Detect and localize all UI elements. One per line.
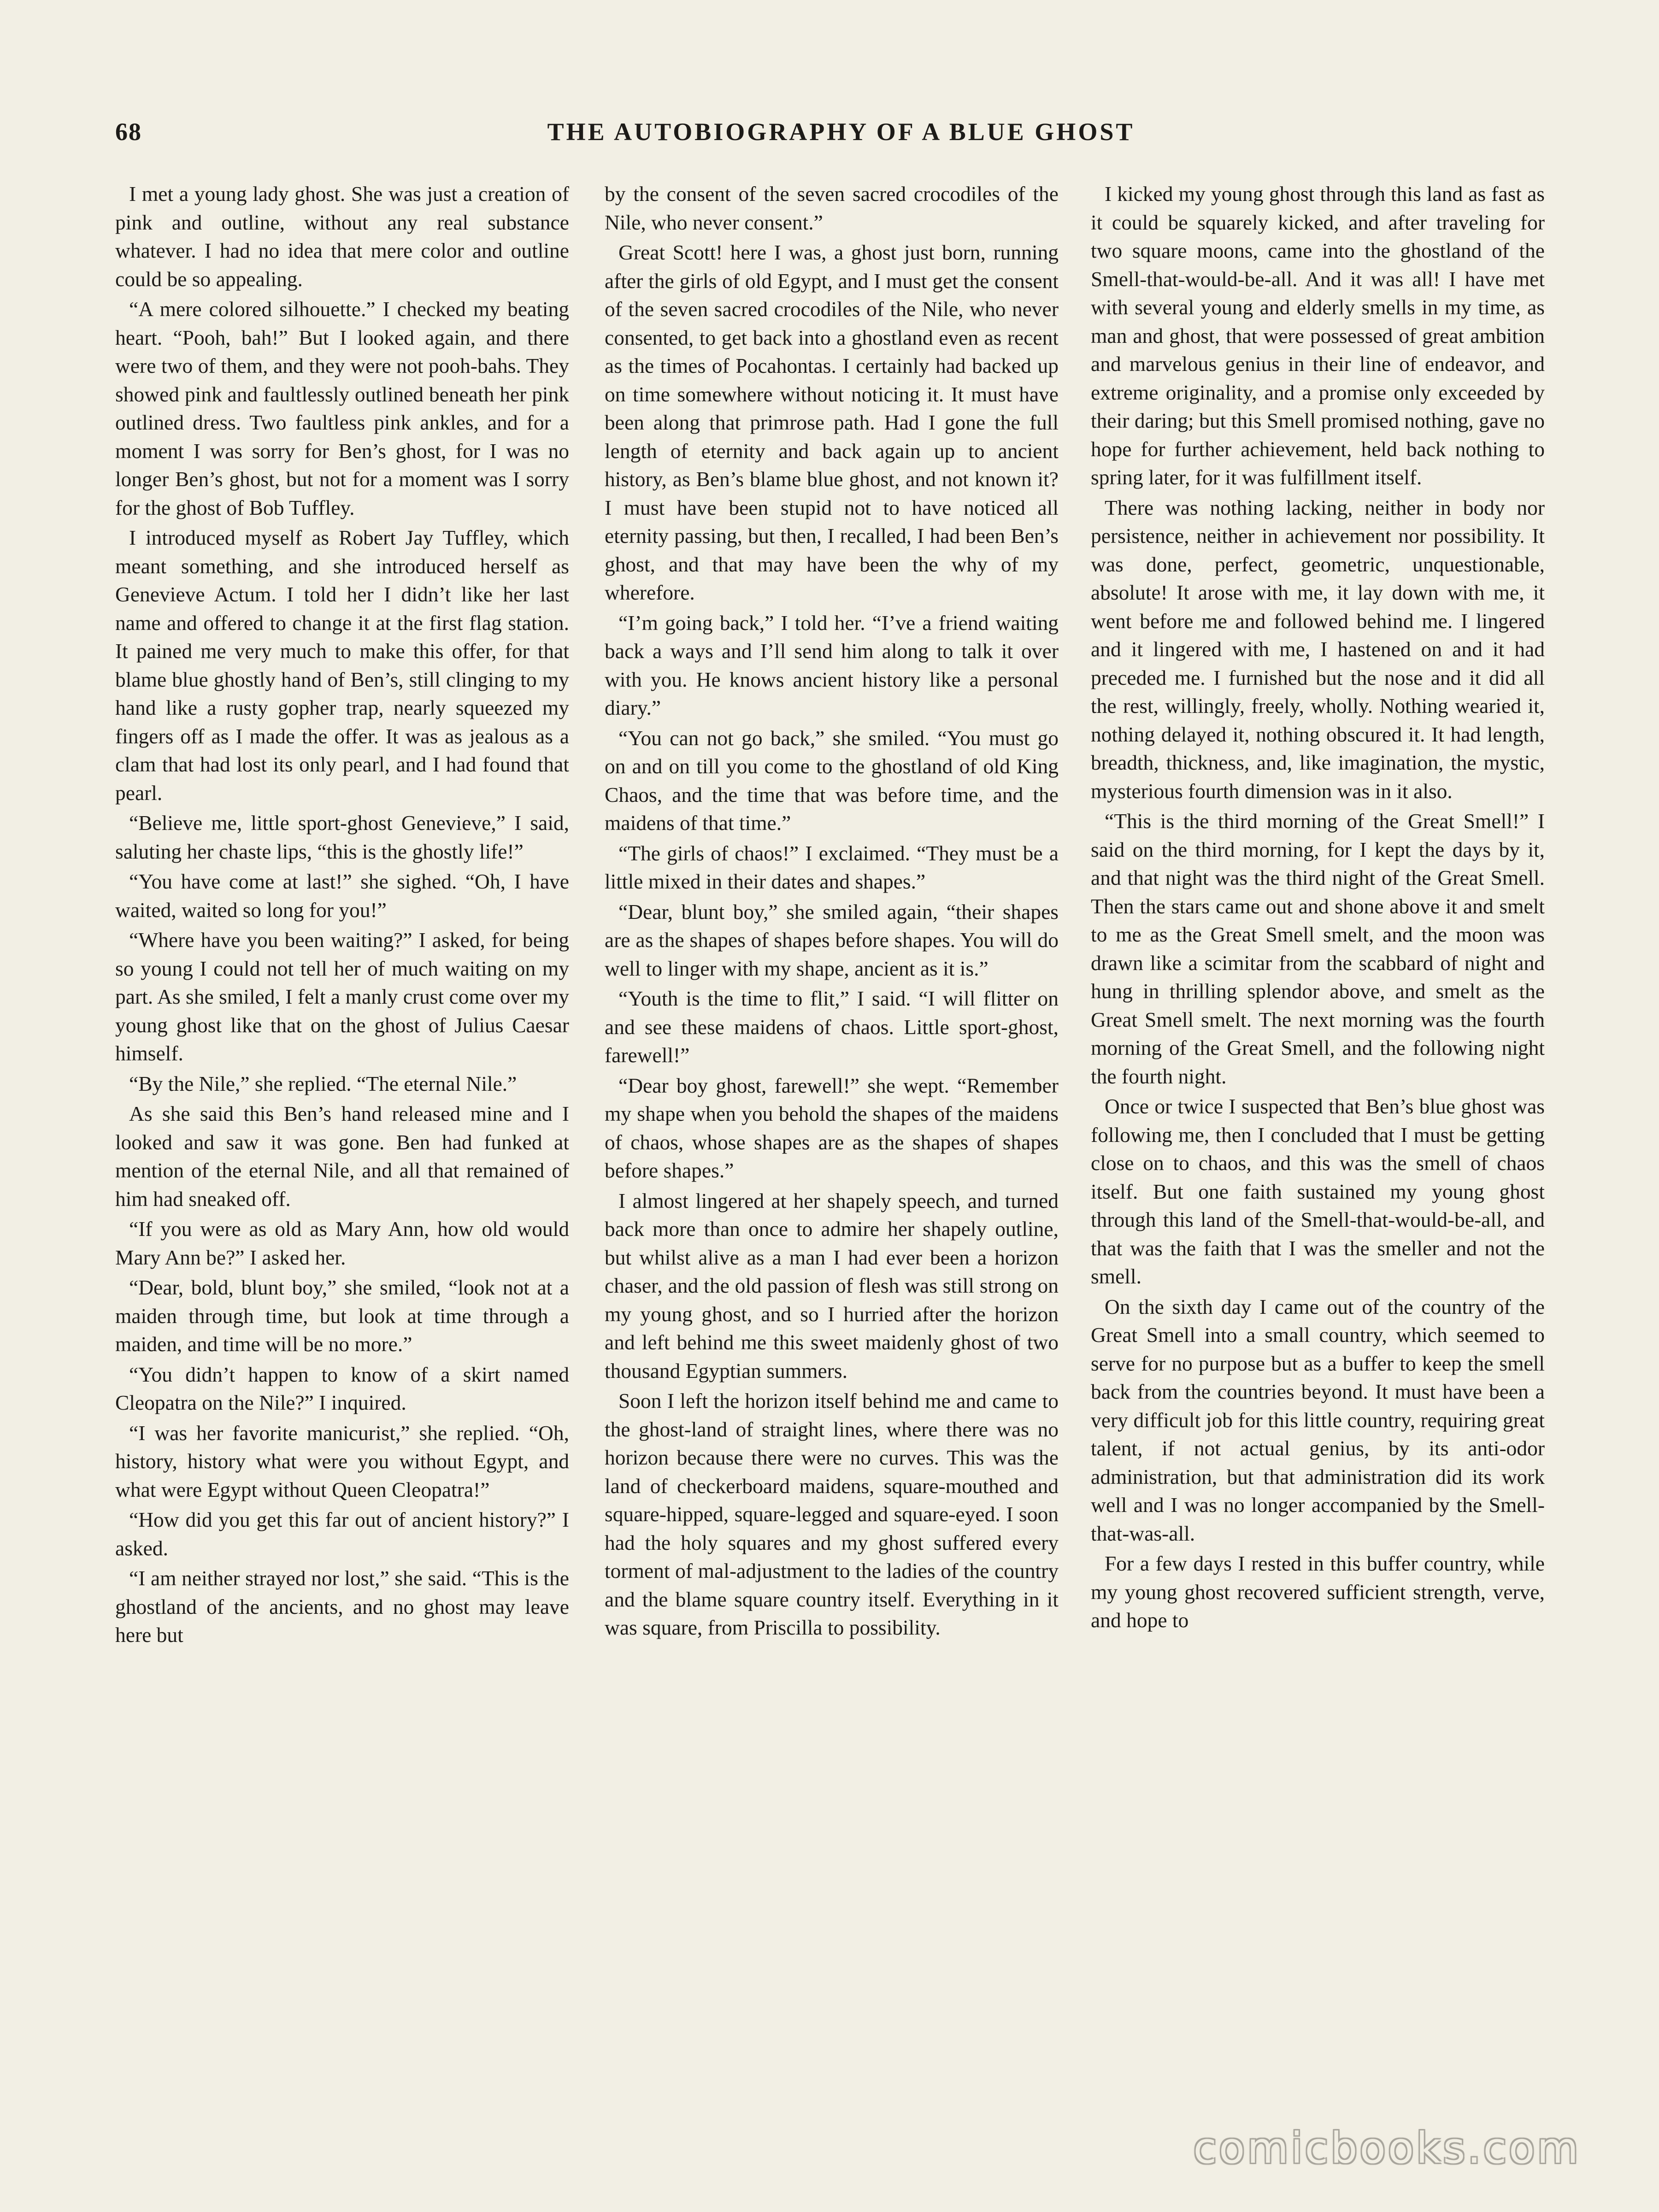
column-1 xyxy=(115,180,569,1651)
column-3 xyxy=(1091,180,1545,1636)
paragraph: I almost lingered at her shapely speech, and turned back more than once to admire her shapely outline, but whilst alive as a man I had ever been a horizon chaser, and the old passion of flesh was still strong on my young ghost, and so I hurried after the horizon and left behind me this sweet maidenly ghost of two thousand Egyptian summers. xyxy=(605,1188,1059,1382)
column-2 xyxy=(605,180,1059,1644)
paragraph: “Youth is the time to flit,” I said. “I will flitter on and see these maidens of chaos. Little sport-ghost, farewell!” xyxy=(605,987,1059,1067)
paragraph: “You didn’t happen to know of a skirt named Cleopatra on the Nile?” I inquired. xyxy=(115,1362,569,1414)
paragraph: “I’m going back,” I told her. “I’ve a friend waiting back a ways and I’ll send him along to talk it over with you. He knows ancient history like a personal diary.” xyxy=(605,611,1059,719)
paragraph: “I was her favorite manicurist,” she replied. “Oh, history, history what were you without Egypt, and what were Egypt without Queen Cleopatra!” xyxy=(115,1421,569,1501)
paragraph: I kicked my young ghost through this land as fast as it could be squarely kicked, and after traveling for two square moons, came into the ghostland of the Smell-that-would-be-all. And it was all! I have met with several young and elderly smells in my time, as man and ghost, that were possessed of great ambition and marvelous genius in their line of endeavor, and extreme originality, and a promise only exceeded by their daring; but this Smell promised nothing, gave no hope for further achievement, held back nothing to spring later, for it was fulfillment itself. xyxy=(1091,182,1545,489)
paragraph: “This is the third morning of the Great Smell!” I said on the third morning, for I kept the days by it, and that night was the third night of the Great Smell. Then the stars came out and shone above it and smelt to me as the Great Smell smelt, and the moon was drawn like a scimitar from the scabbard of night and hung in thrilling splendor above, and smelt as the Great Smell smelt. The next morning was the fourth morning of the Great Smell, and the following night the fourth night. xyxy=(1091,809,1545,1088)
paragraph: “Where have you been waiting?” I asked, for being so young I could not tell her of much waiting on my part. As she smiled, I felt a manly crust come over my young ghost like that on the ghost of Julius Caesar himself. xyxy=(115,928,569,1065)
paragraph: Soon I left the horizon itself behind me and came to the ghost-land of straight lines, where there was no horizon because there were no curves. This was the land of checkerboard maidens, square-mouthed and square-hipped, square-legged and square-eyed. I soon had the holy squares and my ghost suffered every torment of mal-adjustment to the ladies of the country and the blame square country itself. Everything in it was square, from Priscilla to possibility. xyxy=(605,1389,1059,1639)
paragraph: For a few days I rested in this buffer country, while my young ghost recovered sufficient strength, verve, and hope to xyxy=(1091,1552,1545,1632)
paragraph: Great Scott! here I was, a ghost just born, running after the girls of old Egypt, and I must get the consent of the seven sacred crocodiles of the Nile, who never consented, to get back into a ghostland even as recent as the times of Pocahontas. I certainly had backed up on time somewhere without noticing it. It must have been along that primrose path. Had I gone the full length of eternity and back again up to ancient history, as Ben’s blame blue ghost, and not known it? I must have been stupid not to have noticed all eternity passing, but then, I recalled, I had been Ben’s ghost, and that may have been the why of my wherefore. xyxy=(605,241,1059,604)
paragraph: On the sixth day I came out of the country of the Great Smell into a small country, which seemed to serve for no purpose but as a buffer to keep the smell back from the countries beyond. It must have been a very difficult job for this little country, requiring great talent, if not actual genius, by its anti-odor administration, but that administration did its work well and I was no longer accompanied by the Smell-that-was-all. xyxy=(1091,1294,1545,1545)
page-header xyxy=(115,118,1567,154)
running-head: THE AUTOBIOGRAPHY OF A BLUE GHOST xyxy=(547,118,1135,146)
paragraph: Once or twice I suspected that Ben’s blue ghost was following me, then I concluded that I must be getting close on to chaos, and this was the smell of chaos itself. But one faith sustained my young ghost through this land of the Smell-that-would-be-all, and that was the faith that I was the smeller and not the smell. xyxy=(1091,1094,1545,1288)
paragraph: “If you were as old as Mary Ann, how old would Mary Ann be?” I asked her. xyxy=(115,1217,569,1269)
paragraph: “The girls of chaos!” I exclaimed. “They must be a little mixed in their dates and shapes.” xyxy=(605,841,1059,893)
paragraph: “A mere colored silhouette.” I checked my beating heart. “Pooh, bah!” But I looked again, and there were two of them, and they were not pooh-bahs. They showed pink and faultlessly outlined beneath her pink outlined dress. Two faultless pink ankles, and for a moment I was sorry for Ben’s ghost, for I was no longer Ben’s ghost, but not for a moment was I sorry for the ghost of Bob Tuffley. xyxy=(115,297,569,519)
text-columns xyxy=(115,180,1548,2092)
paragraph: “Believe me, little sport-ghost Genevieve,” I said, saluting her chaste lips, “this is the ghostly life!” xyxy=(115,811,569,863)
paragraph: by the consent of the seven sacred crocodiles of the Nile, who never consent.” xyxy=(605,182,1059,234)
paragraph: “Dear, bold, blunt boy,” she smiled, “look not at a maiden through time, but look at time through a maiden, and time will be no more.” xyxy=(115,1276,569,1356)
paragraph: “I am neither strayed nor lost,” she said. “This is the ghostland of the ancients, and no ghost may leave here but xyxy=(115,1566,569,1647)
paragraph: I introduced myself as Robert Jay Tuffley, which meant something, and she introduced herself as Genevieve Actum. I told her I didn’t like her last name and offered to change it at the first flag station. It pained me very much to make this offer, for that blame blue ghostly hand of Ben’s, still clinging to my hand like a rusty gopher trap, nearly squeezed my fingers off as I made the offer. It was as jealous as a clam that had lost its only pearl, and I had found that pearl. xyxy=(115,526,569,805)
paragraph: “You can not go back,” she smiled. “You must go on and on till you come to the ghostland of old King Chaos, and the time that was before time, and the maidens of that time.” xyxy=(605,726,1059,835)
paragraph: I met a young lady ghost. She was just a creation of pink and outline, without any real substance whatever. I had no idea that mere color and outline could be so appealing. xyxy=(115,182,569,291)
paragraph: “You have come at last!” she sighed. “Oh, I have waited, waited so long for you!” xyxy=(115,870,569,922)
paragraph: “By the Nile,” she replied. “The eternal Nile.” xyxy=(129,1071,517,1095)
paragraph: “Dear, blunt boy,” she smiled again, “their shapes are as the shapes of shapes before shapes. You will do well to linger with my shape, ancient as it is.” xyxy=(605,900,1059,980)
page-number: 68 xyxy=(115,118,142,146)
paragraph: “How did you get this far out of ancient history?” I asked. xyxy=(115,1508,569,1560)
paragraph: As she said this Ben’s hand released mine and I looked and saw it was gone. Ben had funked at mention of the eternal Nile, and all that remained of him had sneaked off. xyxy=(115,1102,569,1211)
watermark-logo: comicbooks.com xyxy=(1193,2124,1581,2173)
paragraph: There was nothing lacking, neither in body nor persistence, neither in achievement nor possibility. It was done, perfect, geometric, unquestionable, absolute! It arose with me, it lay down with me, it went before me and followed behind me. I lingered and it lingered with me, I hastened on and it had preceded me. I furnished but the nose and it did all the rest, willingly, freely, wholly. Nothing wearied it, nothing delayed it, nothing obscured it. It had length, breadth, thickness, and, like imagination, the mystic, mysterious fourth dimension was in it also. xyxy=(1091,495,1545,803)
paragraph: “Dear boy ghost, farewell!” she wept. “Remember my shape when you behold the shapes of the maidens of chaos, whose shapes are as the shapes of shapes before shapes.” xyxy=(605,1073,1059,1182)
